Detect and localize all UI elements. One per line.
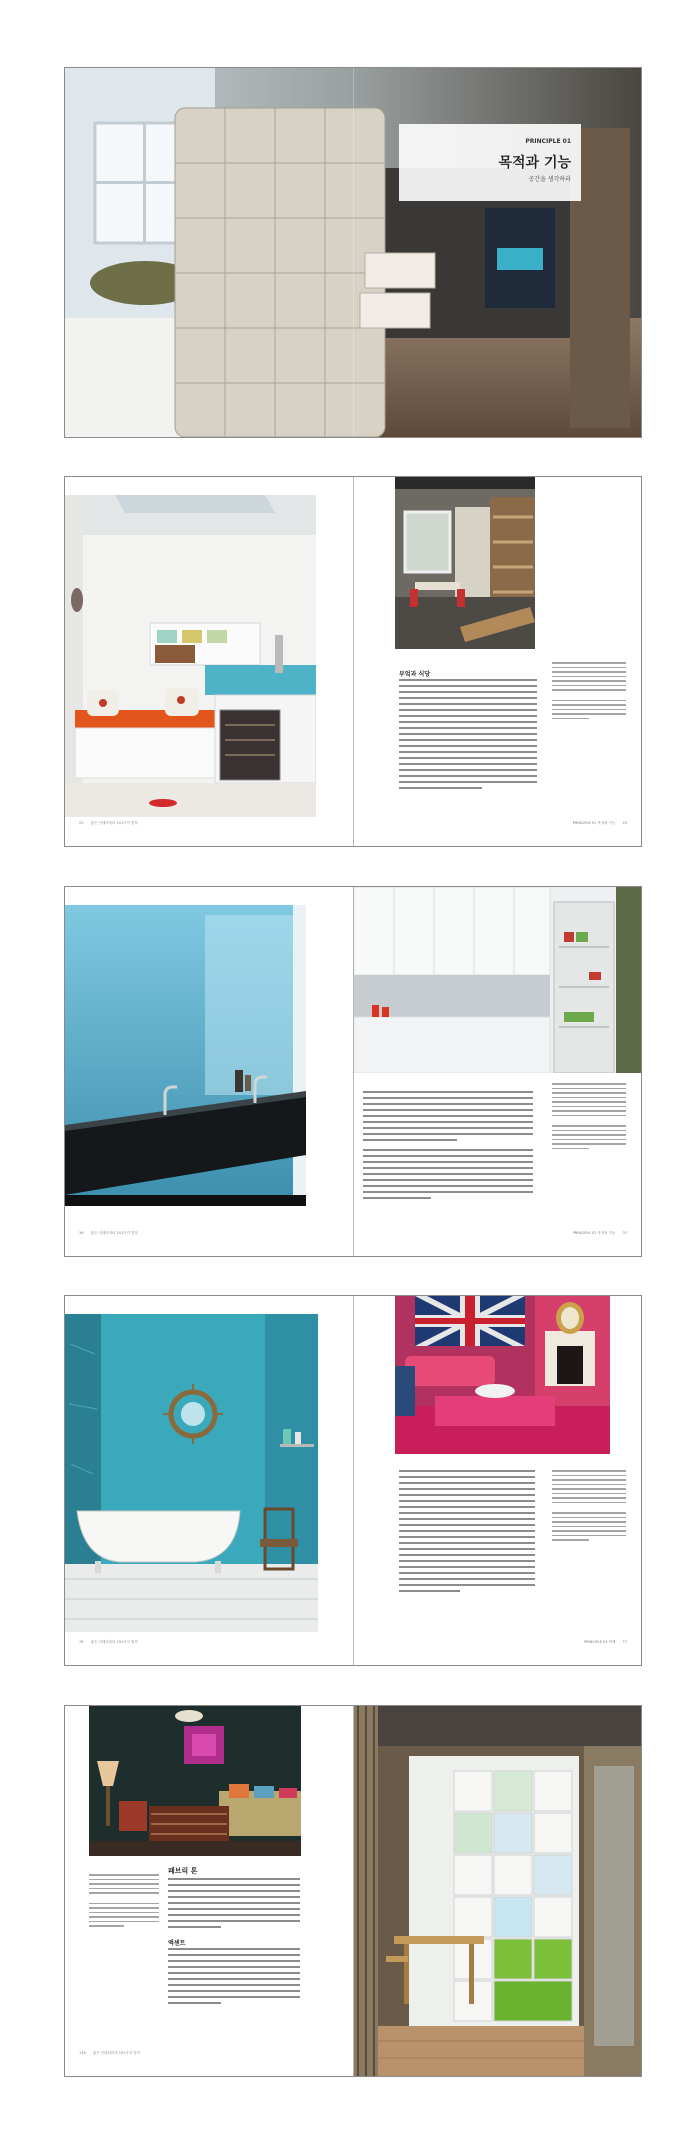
folio-right — [573, 821, 627, 826]
running-head: 좋은 인테리어의 101가지 법칙 — [92, 2051, 141, 2055]
sidebar-notes — [552, 662, 626, 722]
page-number: 37 — [622, 1231, 627, 1235]
folio-left — [79, 1231, 138, 1236]
gutter — [353, 1296, 354, 1665]
section-heading: 액센트 — [168, 1940, 186, 1947]
kitchen-fridge-photo — [354, 887, 641, 1073]
body-text-column — [399, 1470, 535, 1596]
bathroom-sink-photo — [65, 905, 306, 1206]
page-number: 22 — [79, 821, 84, 825]
storage-cube-wall-photo — [354, 1706, 641, 2076]
spread-5 — [64, 1705, 642, 2077]
page-number: 77 — [622, 1640, 627, 1644]
folio-left — [79, 2051, 140, 2056]
spread-3 — [64, 886, 642, 1257]
pink-living-room-photo — [395, 1296, 610, 1454]
page-number: 116 — [79, 2051, 86, 2055]
folio-left — [79, 821, 138, 826]
sidebar-notes — [552, 1470, 626, 1544]
section-heading: 패브릭 톤 — [168, 1867, 198, 1875]
principle-label: PRINCIPLE 01 — [525, 138, 571, 145]
folio-right — [584, 1640, 627, 1645]
running-head: 좋은 인테리어의 101가지 법칙 — [90, 1231, 138, 1235]
body-text-column — [363, 1091, 533, 1203]
sidebar-notes — [552, 1083, 626, 1152]
folio-right — [573, 1231, 627, 1236]
chapter-title: 목적과 기능 — [498, 155, 571, 171]
running-head: PRINCIPLE 03 색채 — [584, 1640, 616, 1644]
body-text-column — [168, 1948, 300, 2008]
chapter-subtitle: 공간을 생각하라 — [528, 176, 571, 183]
spread-2 — [64, 476, 642, 847]
page-number: 76 — [79, 1640, 84, 1644]
dining-room-photo — [395, 477, 535, 649]
gutter — [353, 68, 354, 437]
folio-left — [79, 1640, 138, 1645]
body-text-column — [168, 1878, 300, 1932]
page-number: 36 — [79, 1231, 84, 1235]
running-head: 좋은 인테리어의 101가지 법칙 — [90, 821, 138, 825]
turquoise-bathroom-photo — [65, 1314, 318, 1632]
spread-4 — [64, 1295, 642, 1666]
running-head: 좋은 인테리어의 101가지 법칙 — [90, 1640, 138, 1644]
gutter — [353, 477, 354, 846]
sidebar-notes — [89, 1874, 159, 1930]
page-number: 23 — [622, 821, 627, 825]
running-head: PRINCIPLE 01 목적과 기능 — [572, 1231, 616, 1235]
dark-living-room-photo — [89, 1706, 301, 1856]
section-heading: 부엌과 식당 — [399, 671, 431, 678]
kitchen-nook-photo — [65, 495, 316, 817]
body-text-column — [399, 679, 537, 793]
chapter-title-box — [399, 124, 581, 201]
spread-1 — [64, 67, 642, 438]
running-head: PRINCIPLE 01 목적과 기능 — [572, 821, 616, 825]
